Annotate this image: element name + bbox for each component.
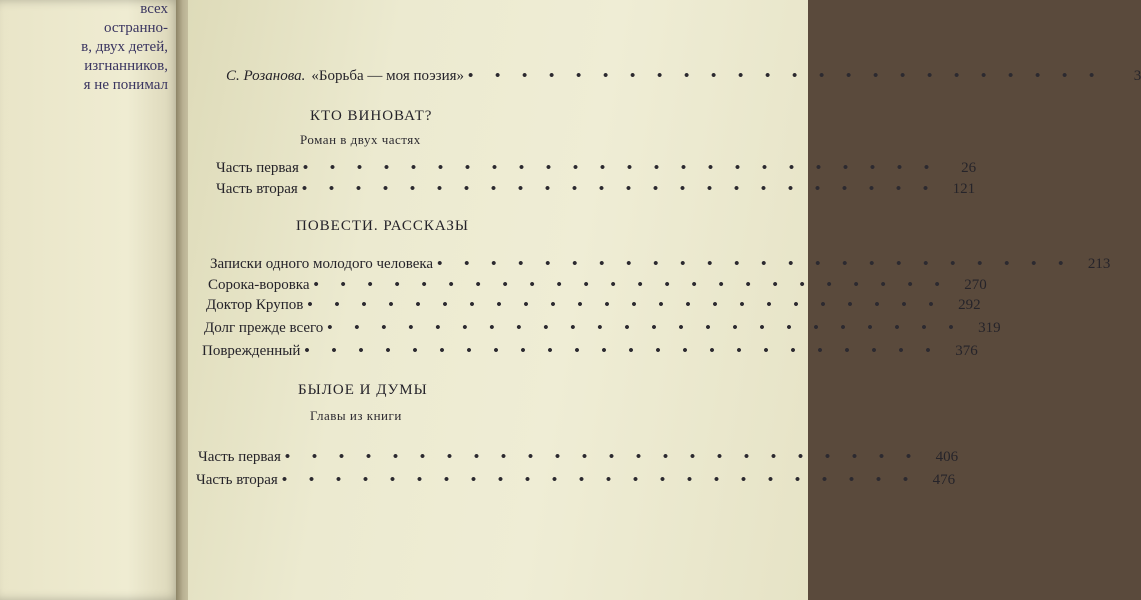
toc-leader: • • • • • • • • • • • • • • • • • • • • • • • • [468, 68, 1104, 84]
left-line: всех [140, 1, 168, 17]
toc-leader: • • • • • • • • • • • • • • • • • • • • • • • • [281, 472, 918, 488]
section-title: ПОВЕСТИ. РАССКАЗЫ [296, 218, 469, 234]
left-page [0, 0, 182, 600]
toc-label: Часть вторая [196, 472, 278, 488]
toc-entry [216, 181, 976, 198]
toc-page: 476 [932, 472, 956, 488]
toc-entry-intro [226, 68, 1141, 85]
section-title: БЫЛОЕ И ДУМЫ [298, 382, 428, 398]
toc-label: Часть первая [216, 160, 299, 176]
toc-page: 270 [964, 277, 987, 293]
toc-leader: • • • • • • • • • • • • • • • • • • • • • • • • [301, 181, 938, 197]
toc-leader: • • • • • • • • • • • • • • • • • • • • • • • • [327, 320, 963, 336]
toc-leader: • • • • • • • • • • • • • • • • • • • • • • • • [284, 449, 921, 465]
toc-label: Доктор Крупов [206, 297, 304, 313]
toc-label: Поврежденный [202, 343, 301, 359]
toc-leader: • • • • • • • • • • • • • • • • • • • • • • • • [307, 297, 943, 313]
left-line: я не понимал [83, 77, 168, 93]
toc-label: Сорока-воровка [208, 277, 310, 293]
toc-entry [206, 297, 981, 314]
toc-leader: • • • • • • • • • • • • • • • • • • • • • • • • [437, 256, 1073, 272]
toc-label: Долг прежде всего [204, 320, 324, 336]
toc-page: 26 [961, 160, 977, 176]
toc-entry [210, 256, 1111, 273]
section-subtitle: Роман в двух частях [300, 132, 421, 147]
toc-entry [198, 449, 959, 466]
toc-page: 213 [1087, 256, 1111, 272]
toc-entry [208, 277, 987, 294]
section-subtitle: Главы из книги [310, 408, 402, 423]
section-title: КТО ВИНОВАТ? [310, 108, 433, 124]
toc-leader: • • • • • • • • • • • • • • • • • • • • • • • • [302, 160, 939, 176]
toc-leader: • • • • • • • • • • • • • • • • • • • • • • • • [313, 277, 949, 293]
toc-entry [216, 160, 977, 177]
toc-label: Часть вторая [216, 181, 298, 197]
toc-label: Часть первая [198, 449, 281, 465]
toc-page: 376 [955, 343, 978, 359]
left-line: изгнанников, [84, 58, 168, 74]
right-page [188, 0, 1141, 600]
toc-page: 319 [978, 320, 1001, 336]
toc-entry [202, 343, 978, 360]
toc-author: С. Розанова. [226, 68, 306, 84]
left-line: остранно- [104, 20, 168, 36]
left-line: в, двух детей, [81, 39, 168, 55]
toc-page: 406 [935, 449, 959, 465]
toc-leader: • • • • • • • • • • • • • • • • • • • • • • • • [304, 343, 940, 359]
toc-page: 121 [952, 181, 976, 197]
left-page-text [8, 0, 168, 95]
toc-label: Записки одного молодого человека [210, 256, 434, 272]
toc-label: «Борьба — моя поэзия» [311, 68, 464, 84]
toc-entry [204, 320, 1001, 337]
toc-page: 3 [1133, 68, 1141, 84]
toc-entry [196, 472, 956, 489]
table-of-contents [188, 0, 1141, 600]
toc-page: 292 [958, 297, 981, 313]
